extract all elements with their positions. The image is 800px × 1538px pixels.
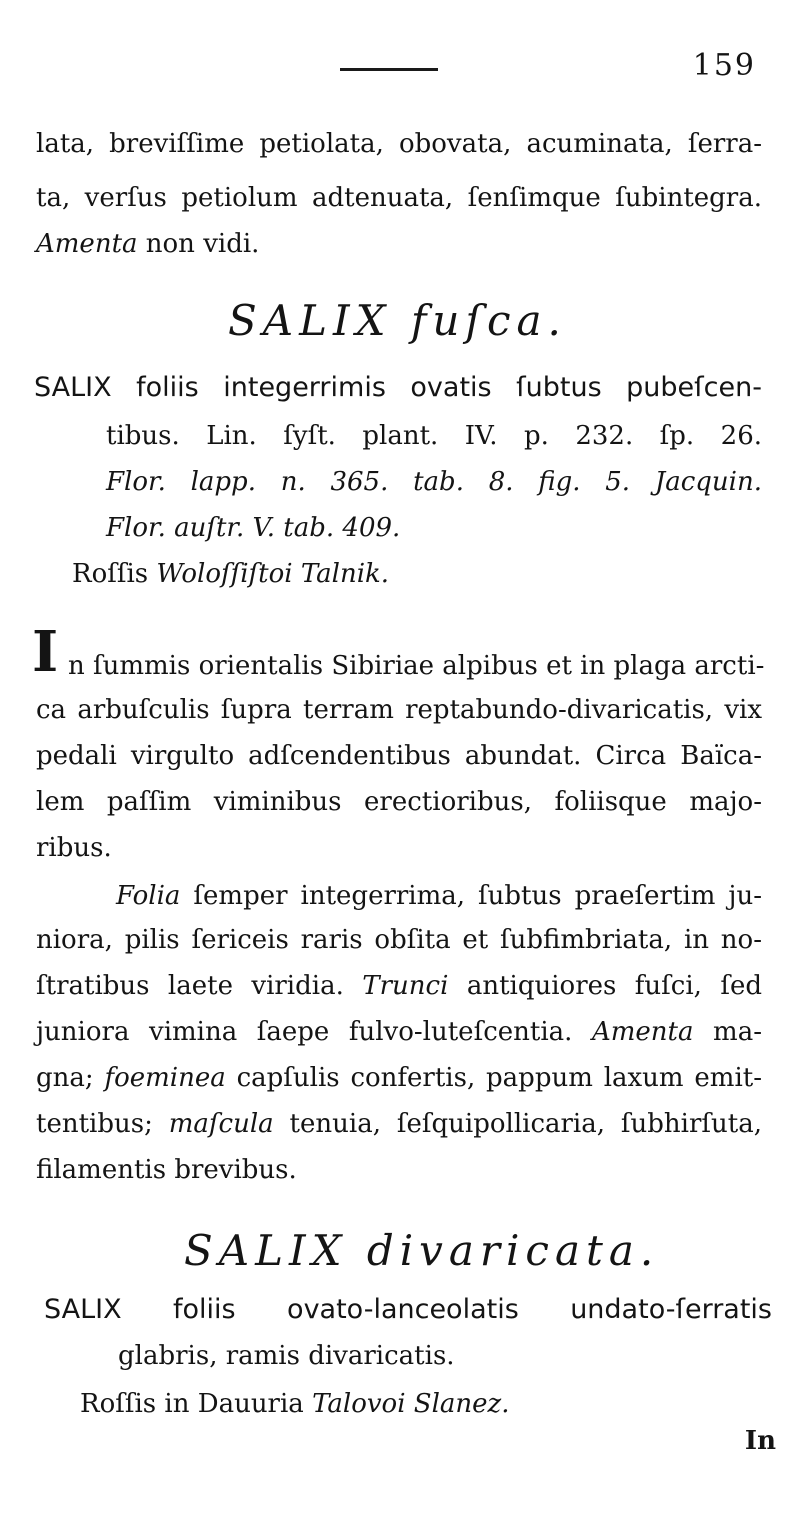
- divaricata-russian-names: [80, 1386, 510, 1422]
- fusca-para2-line-5-text-a: gna;: [36, 1063, 105, 1093]
- fusca-synonym-line-2: tibus. Lin. ſyſt. plant. IV. p. 232. ſp. 26.: [106, 421, 762, 451]
- fusca-para1-line-1: n ſummis orientalis Sibiriae alpibus et in plaga arcti-: [68, 651, 765, 681]
- fusca-para1-line-4: lem paſſim viminibus erectioribus, foliisque majo-: [36, 787, 762, 817]
- divaricata-russian-name: Talovoi Slanez.: [312, 1389, 510, 1419]
- intro-line-3-text: non vidi.: [137, 229, 260, 259]
- species-title-divaricata: SALIX divaricata.: [184, 1226, 660, 1275]
- header-rule: [340, 68, 438, 71]
- fusca-synonym-line-1: SALIX foliis integerrimis ovatis ſubtus pubeſcen-: [34, 372, 762, 403]
- fusca-para2-line-4-text-b: ma-: [693, 1017, 762, 1047]
- fusca-para2-line-1-text: ſemper integerrima, ſubtus praeſertim ju-: [180, 881, 762, 911]
- fusca-para2-line-2: niora, pilis ſericeis raris obſita et ſubfimbriata, in no-: [36, 925, 762, 955]
- fusca-para1-line-2: ca arbuſculis ſupra terram reptabundo-divaricatis, vix: [36, 695, 762, 725]
- fusca-para2-line-4-text-a: juniora vimina ſaepe fulvo-luteſcentia.: [36, 1017, 592, 1047]
- term-amenta: Amenta: [591, 1017, 694, 1047]
- fusca-para2-line-6-text-b: tenuia, ſeſquipollicaria, ſubhirſuta,: [273, 1109, 763, 1139]
- divaricata-synonym-line-1: SALIX foliis ovato-lanceolatis undato-ſerratis: [44, 1294, 772, 1325]
- page-number: 159: [692, 48, 756, 83]
- drop-cap: I: [32, 619, 59, 685]
- fusca-synonym-line-4: Flor. auſtr. V. tab. 409.: [106, 513, 401, 543]
- fusca-para2-line-5-text-b: capſulis confertis, pappum laxum emit-: [225, 1063, 762, 1093]
- term-mascula: maſcula: [168, 1109, 274, 1139]
- catchword: In: [744, 1426, 776, 1456]
- fusca-para2-line-1: [116, 878, 762, 914]
- fusca-russian-prefix: Roſſis: [72, 559, 157, 589]
- divaricata-russian-prefix: Roſſis in Dauuria: [80, 1389, 313, 1419]
- intro-line-1: lata, breviſſime petiolata, obovata, acuminata, ſerra-: [36, 129, 762, 159]
- fusca-para2-line-3-text-a: ſtratibus laete viridia.: [36, 971, 363, 1001]
- intro-line-2: ta, verſus petiolum adtenuata, ſenſimque ſubintegra.: [36, 183, 762, 213]
- fusca-para1-line-3: pedali virgulto adſcendentibus abundat. Circa Baïca-: [36, 741, 762, 771]
- fusca-russian-name: Woloſſiſtoi Talnik.: [156, 559, 390, 589]
- fusca-synonym-line-3: Flor. lapp. n. 365. tab. 8. fig. 5. Jacquin.: [106, 467, 762, 497]
- fusca-russian-names: [72, 556, 389, 592]
- fusca-para2-line-7: filamentis brevibus.: [36, 1155, 297, 1185]
- fusca-para1-line-5: ribus.: [36, 833, 112, 863]
- intro-amenta-italic: Amenta: [36, 229, 138, 259]
- term-foeminea: foeminea: [104, 1063, 226, 1093]
- term-trunci: Trunci: [362, 971, 449, 1001]
- fusca-para2-line-5: [36, 1060, 762, 1096]
- fusca-para2-line-3-text-b: antiquiores fuſci, ſed: [448, 971, 762, 1001]
- fusca-para2-line-6: [36, 1106, 762, 1142]
- fusca-para2-line-6-text-a: tentibus;: [36, 1109, 169, 1139]
- divaricata-synonym-line-2: glabris, ramis divaricatis.: [118, 1341, 455, 1371]
- species-title-fusca: SALIX fuſca.: [228, 296, 567, 345]
- fusca-para2-line-3: [36, 968, 762, 1004]
- intro-line-3: [36, 226, 259, 262]
- term-folia: Folia: [116, 881, 181, 911]
- fusca-para2-line-4: [36, 1014, 762, 1050]
